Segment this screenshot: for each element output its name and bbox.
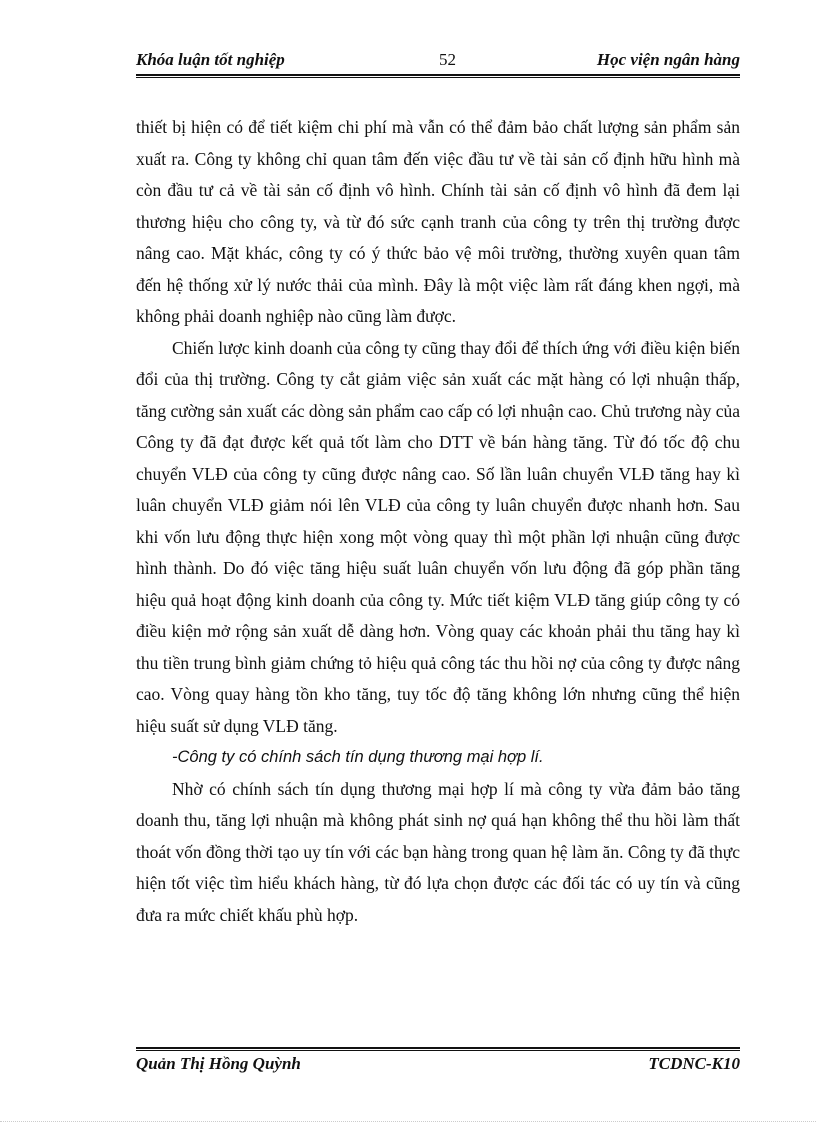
header-institution-label: Học viện ngân hàng <box>596 50 740 69</box>
paragraph-credit-policy: Nhờ có chính sách tín dụng thương mại hợp lí mà công ty vừa đảm bảo tăng doanh thu, tăng lợi nhuận mà không phát sinh nợ quá hạn không thể thu hồi làm thất thoát vốn đồng thời tạo uy tín với các bạn hàng trong quan hệ làm ăn. Công ty đã thực hiện tốt việc tìm hiểu khách hàng, từ đó lựa chọn được các đối tác có uy tín và cũng đưa ra mức chiết khấu phù hợp. <box>136 778 740 925</box>
footer-author: Quản Thị Hồng Quỳnh <box>136 1054 301 1073</box>
page-edge-dots <box>0 1121 816 1122</box>
header-thesis-label: Khóa luận tốt nghiệp <box>136 50 285 69</box>
footer-class-code: TCDNC-K10 <box>648 1054 740 1073</box>
body-text <box>136 112 740 931</box>
footer-divider <box>136 1047 740 1051</box>
subheading-credit-policy: -Công ty có chính sách tín dụng thương mại hợp lí. <box>172 748 544 766</box>
paragraph-business-strategy: Chiến lược kinh doanh của công ty cũng thay đổi để thích ứng với điều kiện biến đổi của thị trường. Công ty cắt giảm việc sản xuất các mặt hàng có lợi nhuận thấp, tăng cường sản xuất các dòng sản phẩm cao cấp có lợi nhuận cao. Chủ trương này của Công ty đã đạt được kết quả tốt làm cho DTT về bán hàng tăng. Từ đó tốc độ chu chuyển VLĐ của công ty cũng được nâng cao. Số lần luân chuyển VLĐ tăng hay kì luân chuyển VLĐ giảm nói lên VLĐ của công ty luân chuyển được nhanh hơn. Sau khi vốn lưu động thực hiện xong một vòng quay thì một phần lợi nhuận cũng được hình thành. Do đó việc tăng hiệu suất luân chuyển vốn lưu động đã góp phần tăng hiệu quả hoạt động kinh doanh của công ty. Mức tiết kiệm VLĐ tăng giúp công ty có điều kiện mở rộng sản xuất dễ dàng hơn. Vòng quay các khoản phải thu tăng hay kì thu tiền trung bình giảm chứng tỏ hiệu quả công tác thu hồi nợ của công ty được nâng cao. Vòng quay hàng tồn kho tăng, tuy tốc độ tăng không lớn nhưng cũng thể hiện hiệu suất sử dụng VLĐ tăng. <box>136 337 740 736</box>
page-footer <box>136 1054 740 1076</box>
page-header <box>136 50 740 72</box>
page-number: 52 <box>439 50 456 69</box>
paragraph-continued: thiết bị hiện có để tiết kiệm chi phí mà vẫn có thể đảm bảo chất lượng sản phẩm sản xuất ra. Công ty không chỉ quan tâm đến việc đầu tư về tài sản cố định hữu hình mà còn đầu tư cả về tài sản cố định vô hình. Chính tài sản cố định vô hình đã đem lại thương hiệu cho công ty, và từ đó sức cạnh tranh của công ty trên thị trường được nâng cao. Mặt khác, công ty có ý thức bảo vệ môi trường, thường xuyên quan tâm đến hệ thống xử lý nước thải của mình. Đây là một việc làm rất đáng khen ngợi, mà không phải doanh nghiệp nào cũng làm được. <box>136 117 740 326</box>
header-divider <box>136 74 740 78</box>
